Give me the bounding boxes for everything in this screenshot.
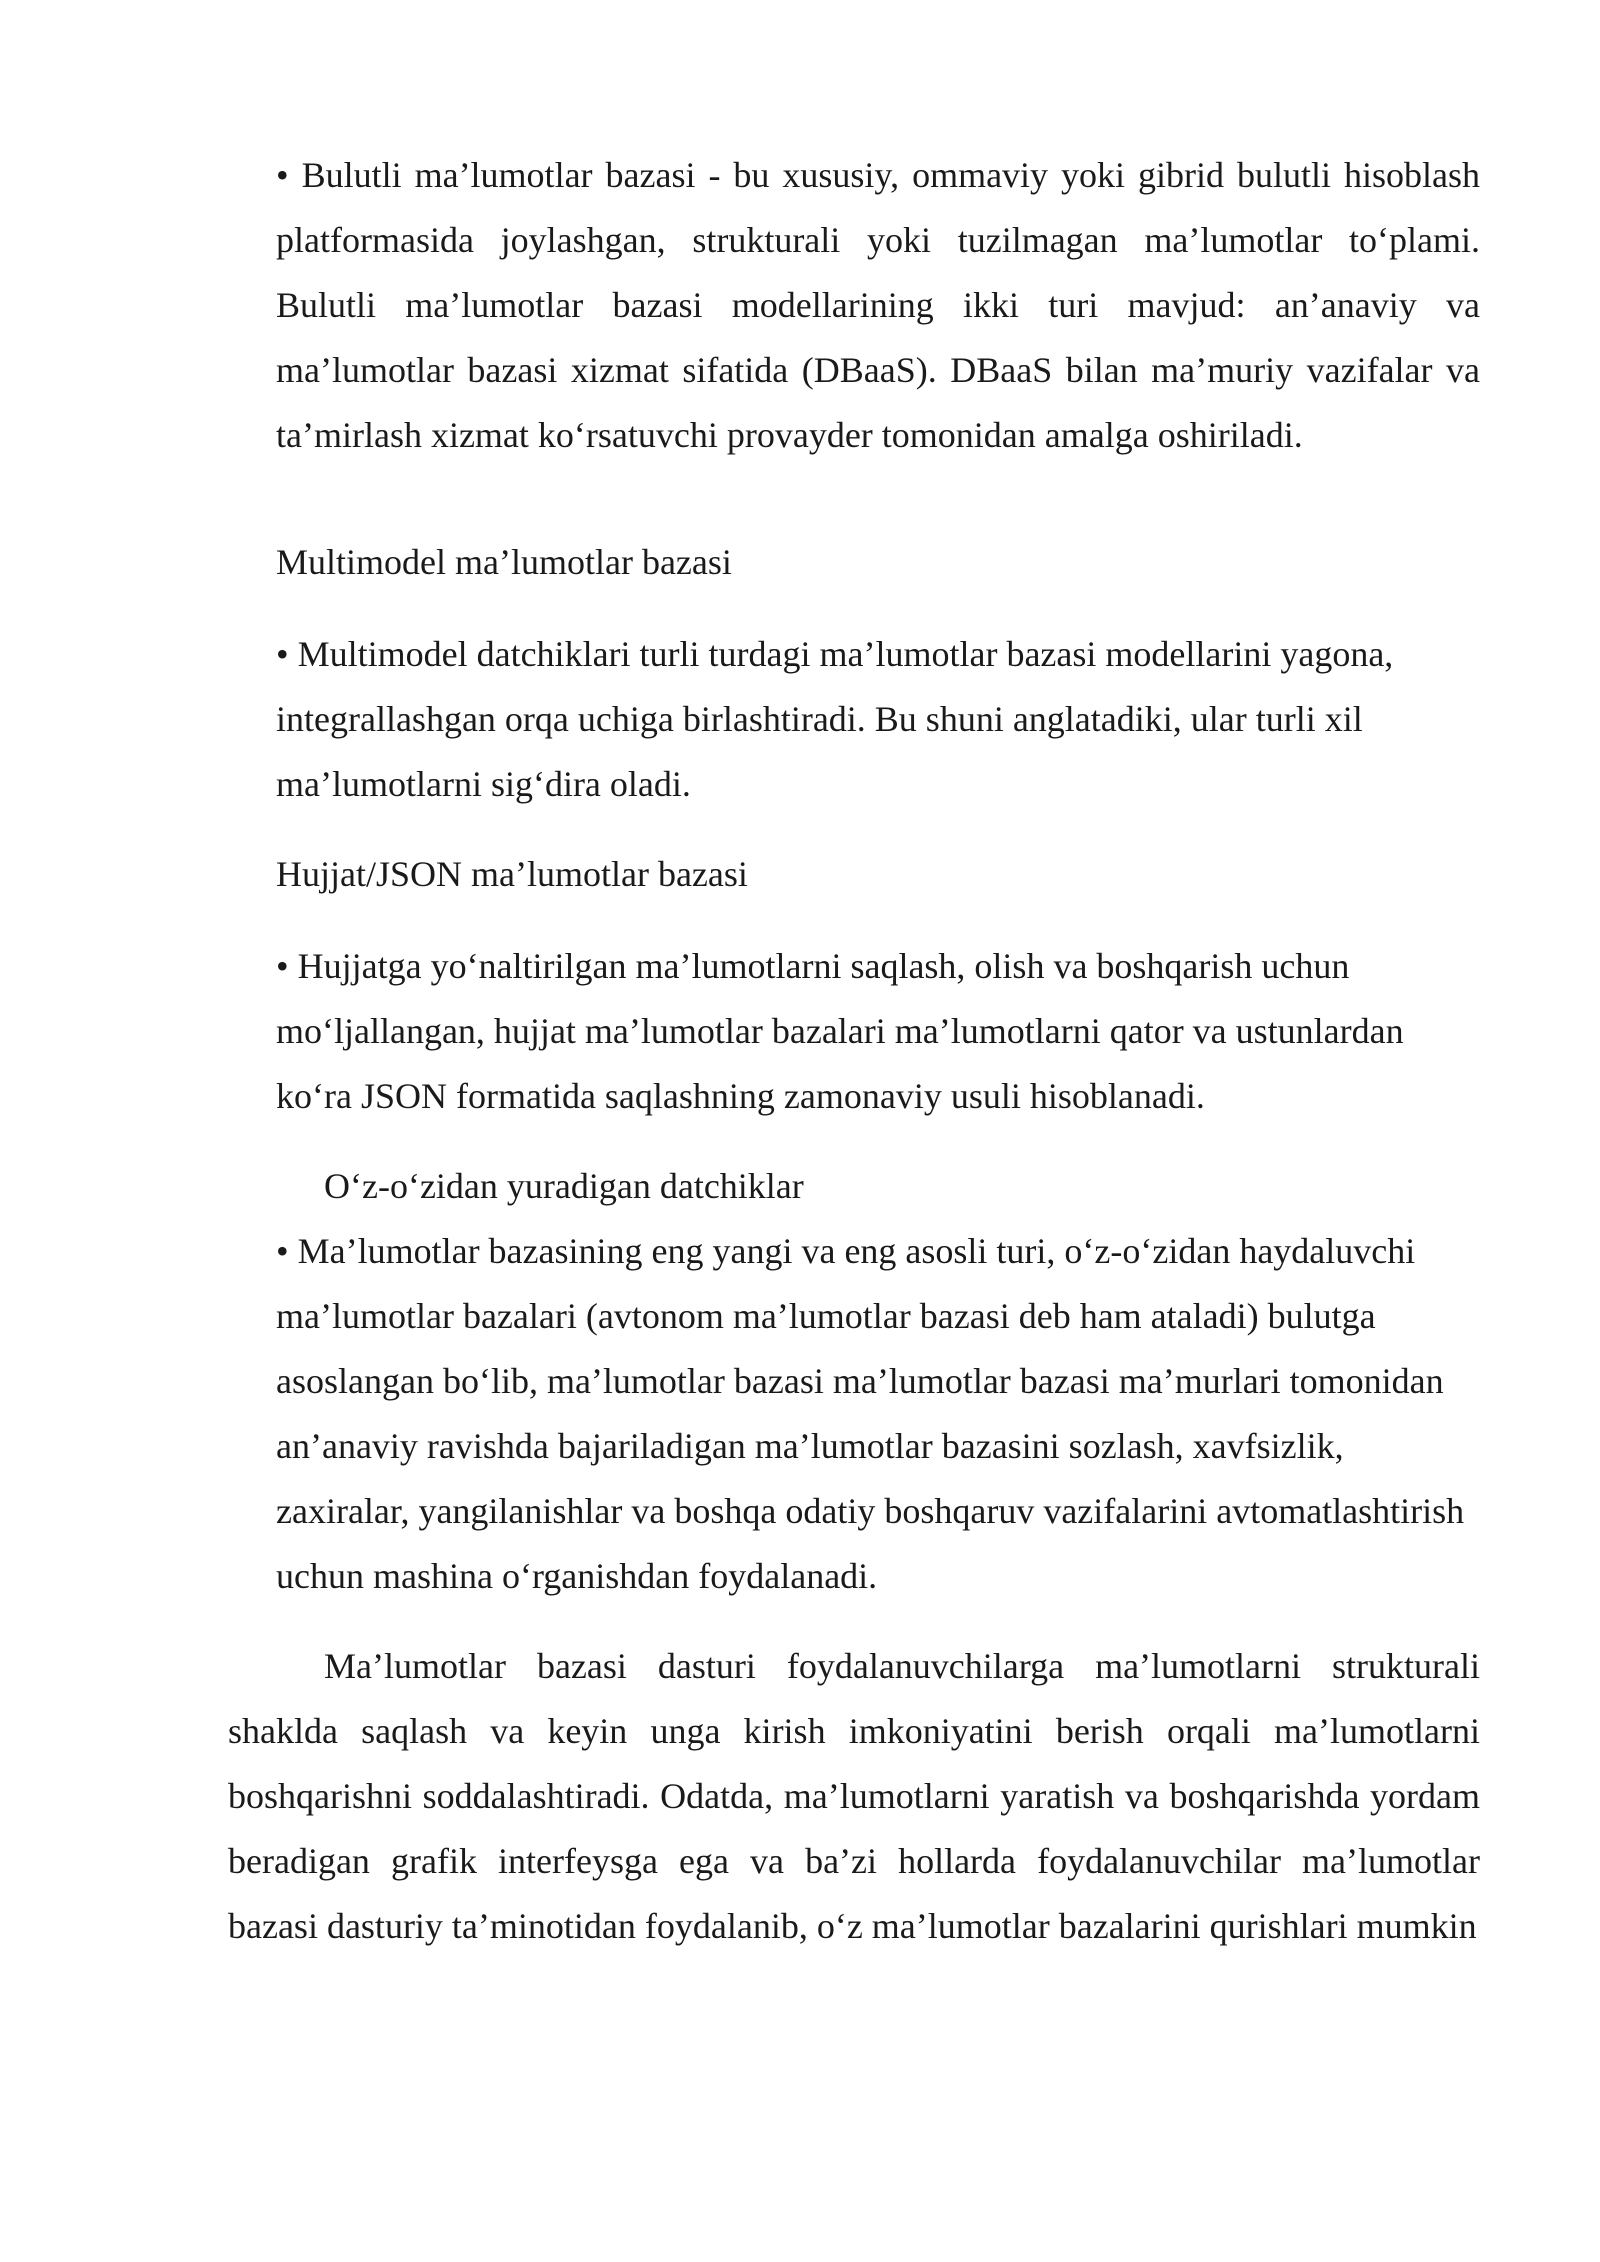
paragraph-database-software: Ma’lumotlar bazasi dasturi foydalanuvchilarga ma’lumotlarni strukturali shaklda saqlash va keyin unga kirish imkoniyatini berish orqali ma’lumotlarni boshqarishni soddalashtiradi. Odatda, ma’lumotlarni yaratish va boshqarishda yordam beradigan grafik interfeysga ega va ba’zi hollarda foydalanuvchilar ma’lumotlar bazasi dasturiy ta’minotidan foydalanib, o‘z ma’lumotlar bazalarini qurishlari mumkin xyxy=(228,1646,1480,1946)
paragraph-self-driving-database: • Ma’lumotlar bazasining eng yangi va eng asosli turi, o‘z-o‘zidan haydaluvchi ma’lumotlar bazalari (avtonom ma’lumotlar bazasi deb ham ataladi) bulutga asoslangan bo‘lib, ma’lumotlar bazasi ma’lumotlar bazasi ma’murlari tomonidan an’anaviy ravishda bajariladigan ma’lumotlar bazasini sozlash, xavfsizlik, zaxiralar, yangilanishlar va boshqa odatiy boshqaruv vazifalarini avtomatlashtirish uchun mashina o‘rganishdan foydalanadi. xyxy=(276,1231,1465,1596)
paragraph-json-database: • Hujjatga yo‘naltirilgan ma’lumotlarni saqlash, olish va boshqarish uchun mo‘ljallangan, hujjat ma’lumotlar bazalari ma’lumotlarni qator va ustunlardan ko‘ra JSON formatida saqlashning zamonaviy usuli hisoblanadi. xyxy=(276,946,1404,1116)
heading-json-database: Hujjat/JSON ma’lumotlar bazasi xyxy=(276,854,748,894)
heading-self-driving-database: O‘z-o‘zidan yuradigan datchiklar xyxy=(324,1166,804,1206)
paragraph-multimodel-database: • Multimodel datchiklari turli turdagi ma’lumotlar bazasi modellarini yagona, integrallashgan orqa uchiga birlashtiradi. Bu shuni anglatadiki, ular turli xil ma’lumotlarni sig‘dira oladi. xyxy=(276,634,1394,804)
heading-multimodel-database: Multimodel ma’lumotlar bazasi xyxy=(276,542,732,582)
paragraph-cloud-database: • Bulutli ma’lumotlar bazasi - bu xususiy, ommaviy yoki gibrid bulutli hisoblash platformasida joylashgan, strukturali yoki tuzilmagan ma’lumotlar to‘plami. Bulutli ma’lumotlar bazasi modellarining ikki turi mavjud: an’anaviy va ma’lumotlar bazasi xizmat sifatida (DBaaS). DBaaS bilan ma’muriy vazifalar va ta’mirlash xizmat ko‘rsatuvchi provayder tomonidan amalga oshiriladi. xyxy=(276,155,1480,455)
